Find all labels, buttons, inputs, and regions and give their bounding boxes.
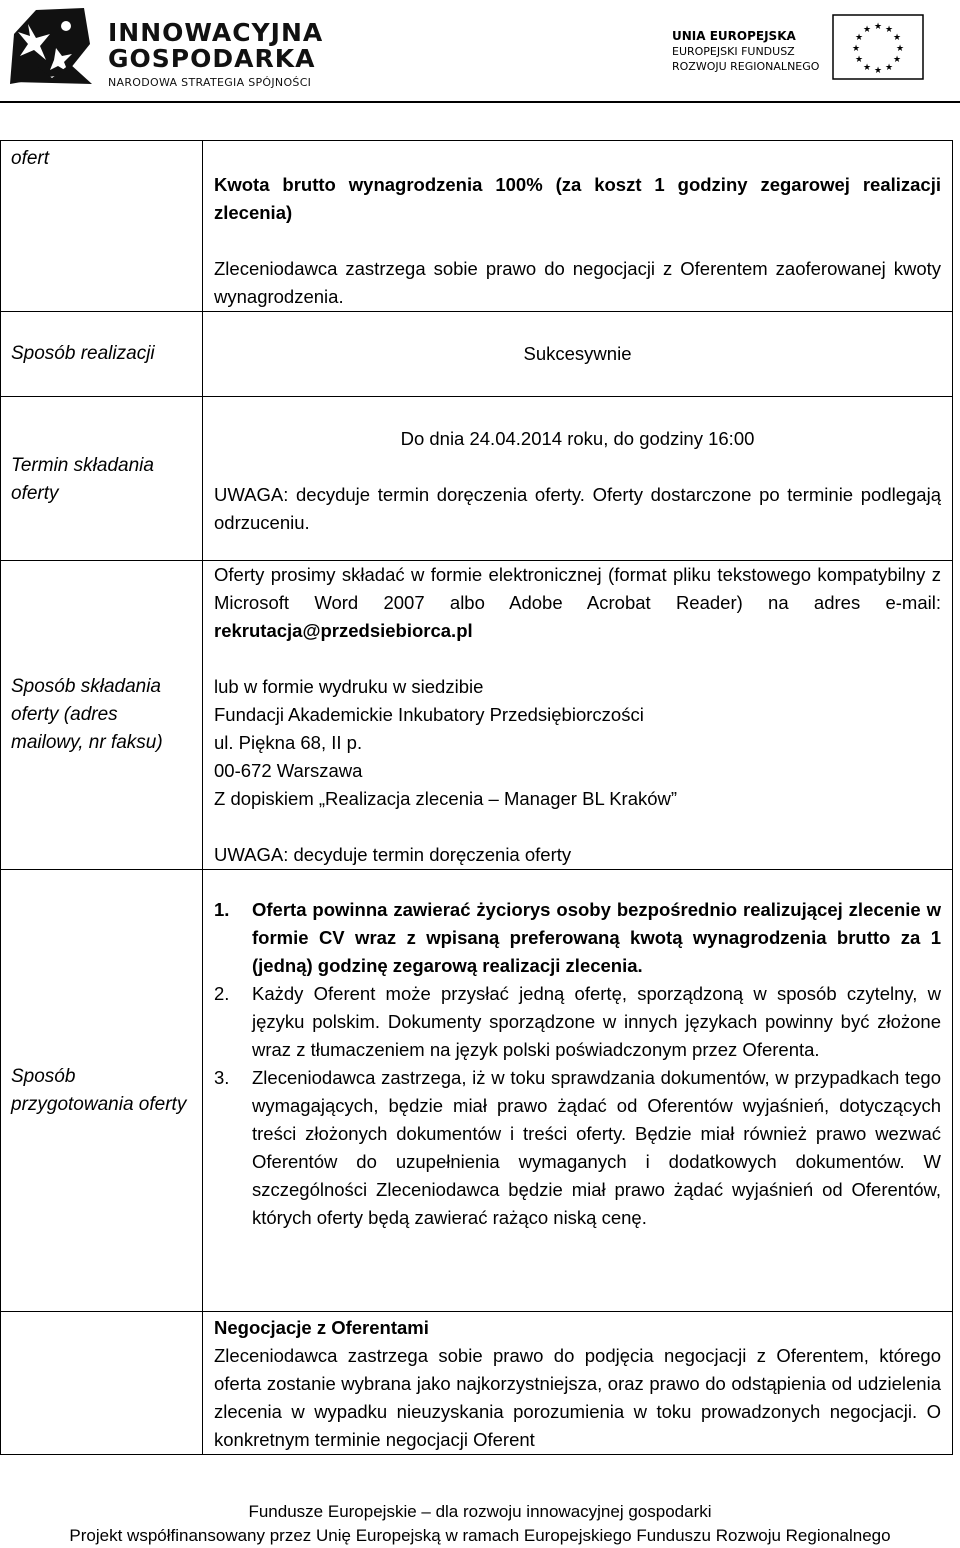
preparation-list: [214, 896, 941, 1232]
delivery-warning: UWAGA: decyduje termin doręczenia oferty: [214, 844, 572, 865]
svg-text:★: ★: [895, 44, 905, 54]
label-cell: [1, 1312, 203, 1455]
deadline-text: Do dnia 24.04.2014 roku, do godziny 16:00: [400, 428, 755, 449]
content-cell: [203, 141, 953, 312]
list-item-number: 3.: [214, 1067, 230, 1088]
row-label-termin: Termin składania oferty: [11, 455, 154, 504]
header-divider: [0, 101, 960, 103]
org-name: Fundacji Akademickie Inkubatory Przedsiębiorczości: [214, 704, 644, 725]
street-address: ul. Piękna 68, II p.: [214, 732, 363, 753]
negotiation-text: Zleceniodawca zastrzega sobie prawo do podjęcia negocjacji z Oferentem, którego oferta zostanie wybrana jako najkorzystniejsza, oraz prawo do odstąpienia od udzielenia zlecenia w wypadku nieuzyskania porozumienia w toku prowadzonych negocjacji. O konkretnym terminie negocjacji Oferent: [214, 1345, 941, 1450]
eu-logo-line3: ROZWOJU REGIONALNEGO: [672, 60, 820, 73]
label-cell: [1, 561, 203, 870]
row-label-realizacja: Sposób realizacji: [11, 343, 155, 364]
content-cell: [203, 312, 953, 397]
paper-intro: lub w formie wydruku w siedzibie: [214, 676, 484, 697]
list-item: [214, 1064, 941, 1232]
list-item-number: 2.: [214, 983, 230, 1004]
svg-text:★: ★: [892, 55, 902, 65]
row-label-ofert: ofert: [11, 148, 50, 169]
label-cell: [1, 312, 203, 397]
deadline-warning: UWAGA: decyduje termin doręczenia oferty. Oferty dostarczone po terminie podlegają odrzuceniu.: [214, 484, 941, 533]
svg-text:★: ★: [892, 33, 902, 43]
footer-line1: Fundusze Europejskie – dla rozwoju innowacyjnej gospodarki: [248, 1502, 712, 1521]
label-cell: [1, 397, 203, 561]
svg-text:★: ★: [862, 25, 872, 35]
submission-email-link[interactable]: rekrutacja@przedsiebiorca.pl: [214, 620, 473, 641]
innowacyjna-gospodarka-wordmark: [108, 20, 323, 89]
list-item: [214, 896, 941, 980]
eu-logo-line1: UNIA EUROPEJSKA: [672, 29, 796, 43]
list-item-text: Oferta powinna zawierać życiorys osoby bezpośrednio realizującej zlecenie w formie CV wraz z wpisaną preferowaną kwotą wynagrodzenia brutto za 1 (jedną) godzinę zegarową realizacji zlecenia.: [252, 899, 941, 976]
svg-text:★: ★: [862, 63, 872, 73]
offer-terms-table: [0, 140, 953, 1455]
row-termin: [1, 397, 953, 561]
svg-text:★: ★: [884, 63, 894, 73]
eu-wordmark: [672, 28, 819, 74]
svg-text:★: ★: [851, 44, 861, 54]
content-cell: [203, 1312, 953, 1455]
realizacja-value: Sukcesywnie: [523, 343, 632, 364]
eu-logo-line2: EUROPEJSKI FUNDUSZ: [672, 45, 795, 58]
innowacyjna-gospodarka-logo-icon: [6, 4, 94, 88]
row-label-skladanie: Sposób składania oferty (adres mailowy, nr faksu): [11, 676, 163, 753]
envelope-annotation: Z dopiskiem „Realizacja zlecenia – Manager BL Kraków”: [214, 788, 678, 809]
city-address: 00-672 Warszawa: [214, 760, 363, 781]
svg-text:★: ★: [873, 22, 883, 32]
content-cell: [203, 397, 953, 561]
list-item-number: 1.: [214, 899, 230, 920]
list-item-text: Każdy Oferent może przysłać jedną ofertę, sporządzoną w sposób czytelny, w języku polskim. Dokumenty sporządzone w innych językach powinny być złożone wraz z tłumaczeniem na język polski poświadczonym przez Oferenta.: [252, 983, 941, 1060]
ig-logo-line3: NARODOWA STRATEGIA SPÓJNOŚCI: [108, 76, 312, 89]
svg-text:★: ★: [884, 25, 894, 35]
label-cell: [1, 870, 203, 1312]
list-item-text: Zleceniodawca zastrzega, iż w toku sprawdzania dokumentów, w przypadkach tego wymagających, będzie miał prawo żądać od Oferentów wyjaśnień, dotyczących treści złożonych dokumentów i treści oferty. Będzie miał również prawo wezwać Oferentów do uzupełnienia wymaganych i dodatkowych dokumentów. W szczególności Zleceniodawca będzie miał prawo żądać wyjaśnień od Oferentów, których oferty będą zawierać rażąco niską cenę.: [252, 1067, 941, 1228]
page-header: [0, 0, 960, 104]
footer-line2: Projekt współfinansowany przez Unię Europejską w ramach Europejskiego Funduszu Rozwoju Regionalnego: [69, 1526, 891, 1545]
row-przygotowanie: [1, 870, 953, 1312]
ig-logo-line2: GOSPODARKA: [108, 44, 316, 73]
label-cell: [1, 141, 203, 312]
negotiation-heading: Negocjacje z Oferentami: [214, 1317, 429, 1338]
row-realizacja: [1, 312, 953, 397]
row-label-przygotowanie: Sposób przygotowania oferty: [11, 1065, 187, 1115]
svg-text:★: ★: [873, 66, 883, 76]
negotiation-note: Zleceniodawca zastrzega sobie prawo do negocjacji z Oferentem zaoferowanej kwoty wynagrodzenia.: [214, 258, 941, 307]
eu-flag-icon: [832, 14, 924, 80]
svg-text:★: ★: [854, 55, 864, 65]
amount-title: Kwota brutto wynagrodzenia 100% (za koszt 1 godziny zegarowej realizacji zlecenia): [214, 174, 941, 223]
row-skladanie: [1, 561, 953, 870]
ig-logo-line1: INNOWACYJNA: [108, 18, 324, 47]
row-negocjacje: [1, 1312, 953, 1455]
row-amount: [1, 141, 953, 312]
content-cell: [203, 870, 953, 1312]
submission-intro: Oferty prosimy składać w formie elektronicznej (format pliku tekstowego kompatybilny z Microsoft Word 2007 albo Adobe Acrobat Reader) na adres e-mail:: [214, 564, 941, 613]
svg-text:★: ★: [854, 33, 864, 43]
list-item: [214, 980, 941, 1064]
content-cell: [203, 561, 953, 870]
page-footer: [0, 1500, 960, 1548]
